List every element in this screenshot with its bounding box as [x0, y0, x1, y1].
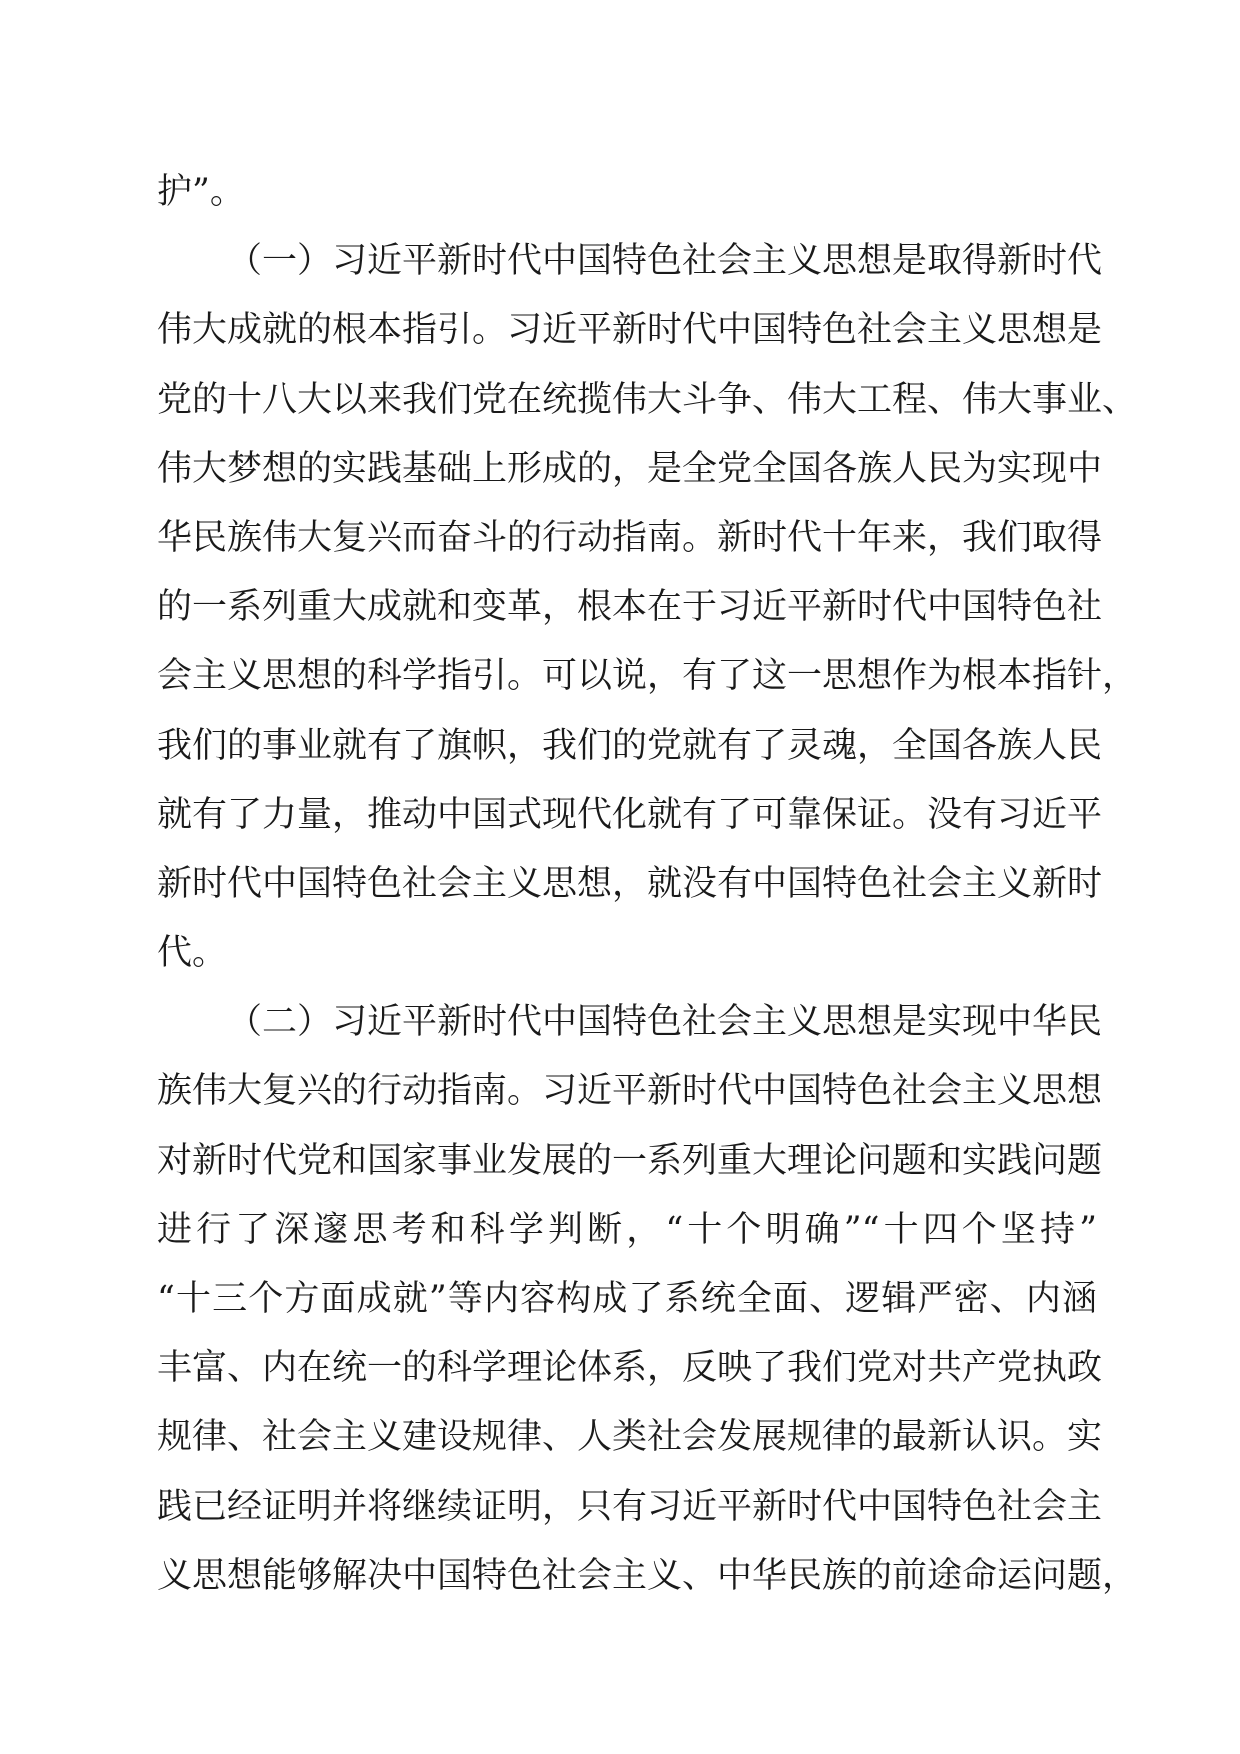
text-line: 伟大梦想的实践基础上形成的，是全党全国各族人民为实现中	[157, 448, 1103, 489]
text-line: 族伟大复兴的行动指南。习近平新时代中国特色社会主义思想	[157, 1071, 1103, 1112]
text-line: 我们的事业就有了旗帜，我们的党就有了灵魂，全国各族人民	[157, 725, 1103, 766]
section-heading-line-2: （二）习近平新时代中国特色社会主义思想是实现中华民	[227, 1002, 1103, 1043]
text-line: 的一系列重大成就和变革，根本在于习近平新时代中国特色社	[157, 587, 1103, 628]
text-line: “十三个方面成就”等内容构成了系统全面、逻辑严密、内涵	[157, 1279, 1097, 1319]
text-line: 护”。	[157, 172, 245, 212]
text-line: 进行了深邃思考和科学判断，“十个明确”“十四个坚持”	[157, 1209, 1097, 1250]
text-line: 党的十八大以来我们党在统揽伟大斗争、伟大工程、伟大事业、	[157, 379, 1138, 420]
body-text	[157, 158, 1138, 1611]
text-line: 对新时代党和国家事业发展的一系列重大理论问题和实践问题	[157, 1140, 1103, 1181]
text-line: 新时代中国特色社会主义思想，就没有中国特色社会主义新时	[157, 863, 1103, 904]
text-line: 义思想能够解决中国特色社会主义、中华民族的前途命运问题，	[157, 1555, 1138, 1596]
text-line: 丰富、内在统一的科学理论体系，反映了我们党对共产党执政	[157, 1348, 1103, 1389]
text-line: 会主义思想的科学指引。可以说，有了这一思想作为根本指针，	[157, 656, 1138, 697]
section-heading-line-1: （一）习近平新时代中国特色社会主义思想是取得新时代	[227, 241, 1103, 282]
text-line: 华民族伟大复兴而奋斗的行动指南。新时代十年来，我们取得	[157, 517, 1103, 558]
text-line: 伟大成就的根本指引。习近平新时代中国特色社会主义思想是	[157, 310, 1103, 351]
text-line: 就有了力量，推动中国式现代化就有了可靠保证。没有习近平	[157, 794, 1103, 835]
text-line: 践已经证明并将继续证明，只有习近平新时代中国特色社会主	[157, 1486, 1103, 1527]
text-line: 代。	[157, 933, 228, 974]
text-line: 规律、社会主义建设规律、人类社会发展规律的最新认识。实	[157, 1417, 1103, 1458]
